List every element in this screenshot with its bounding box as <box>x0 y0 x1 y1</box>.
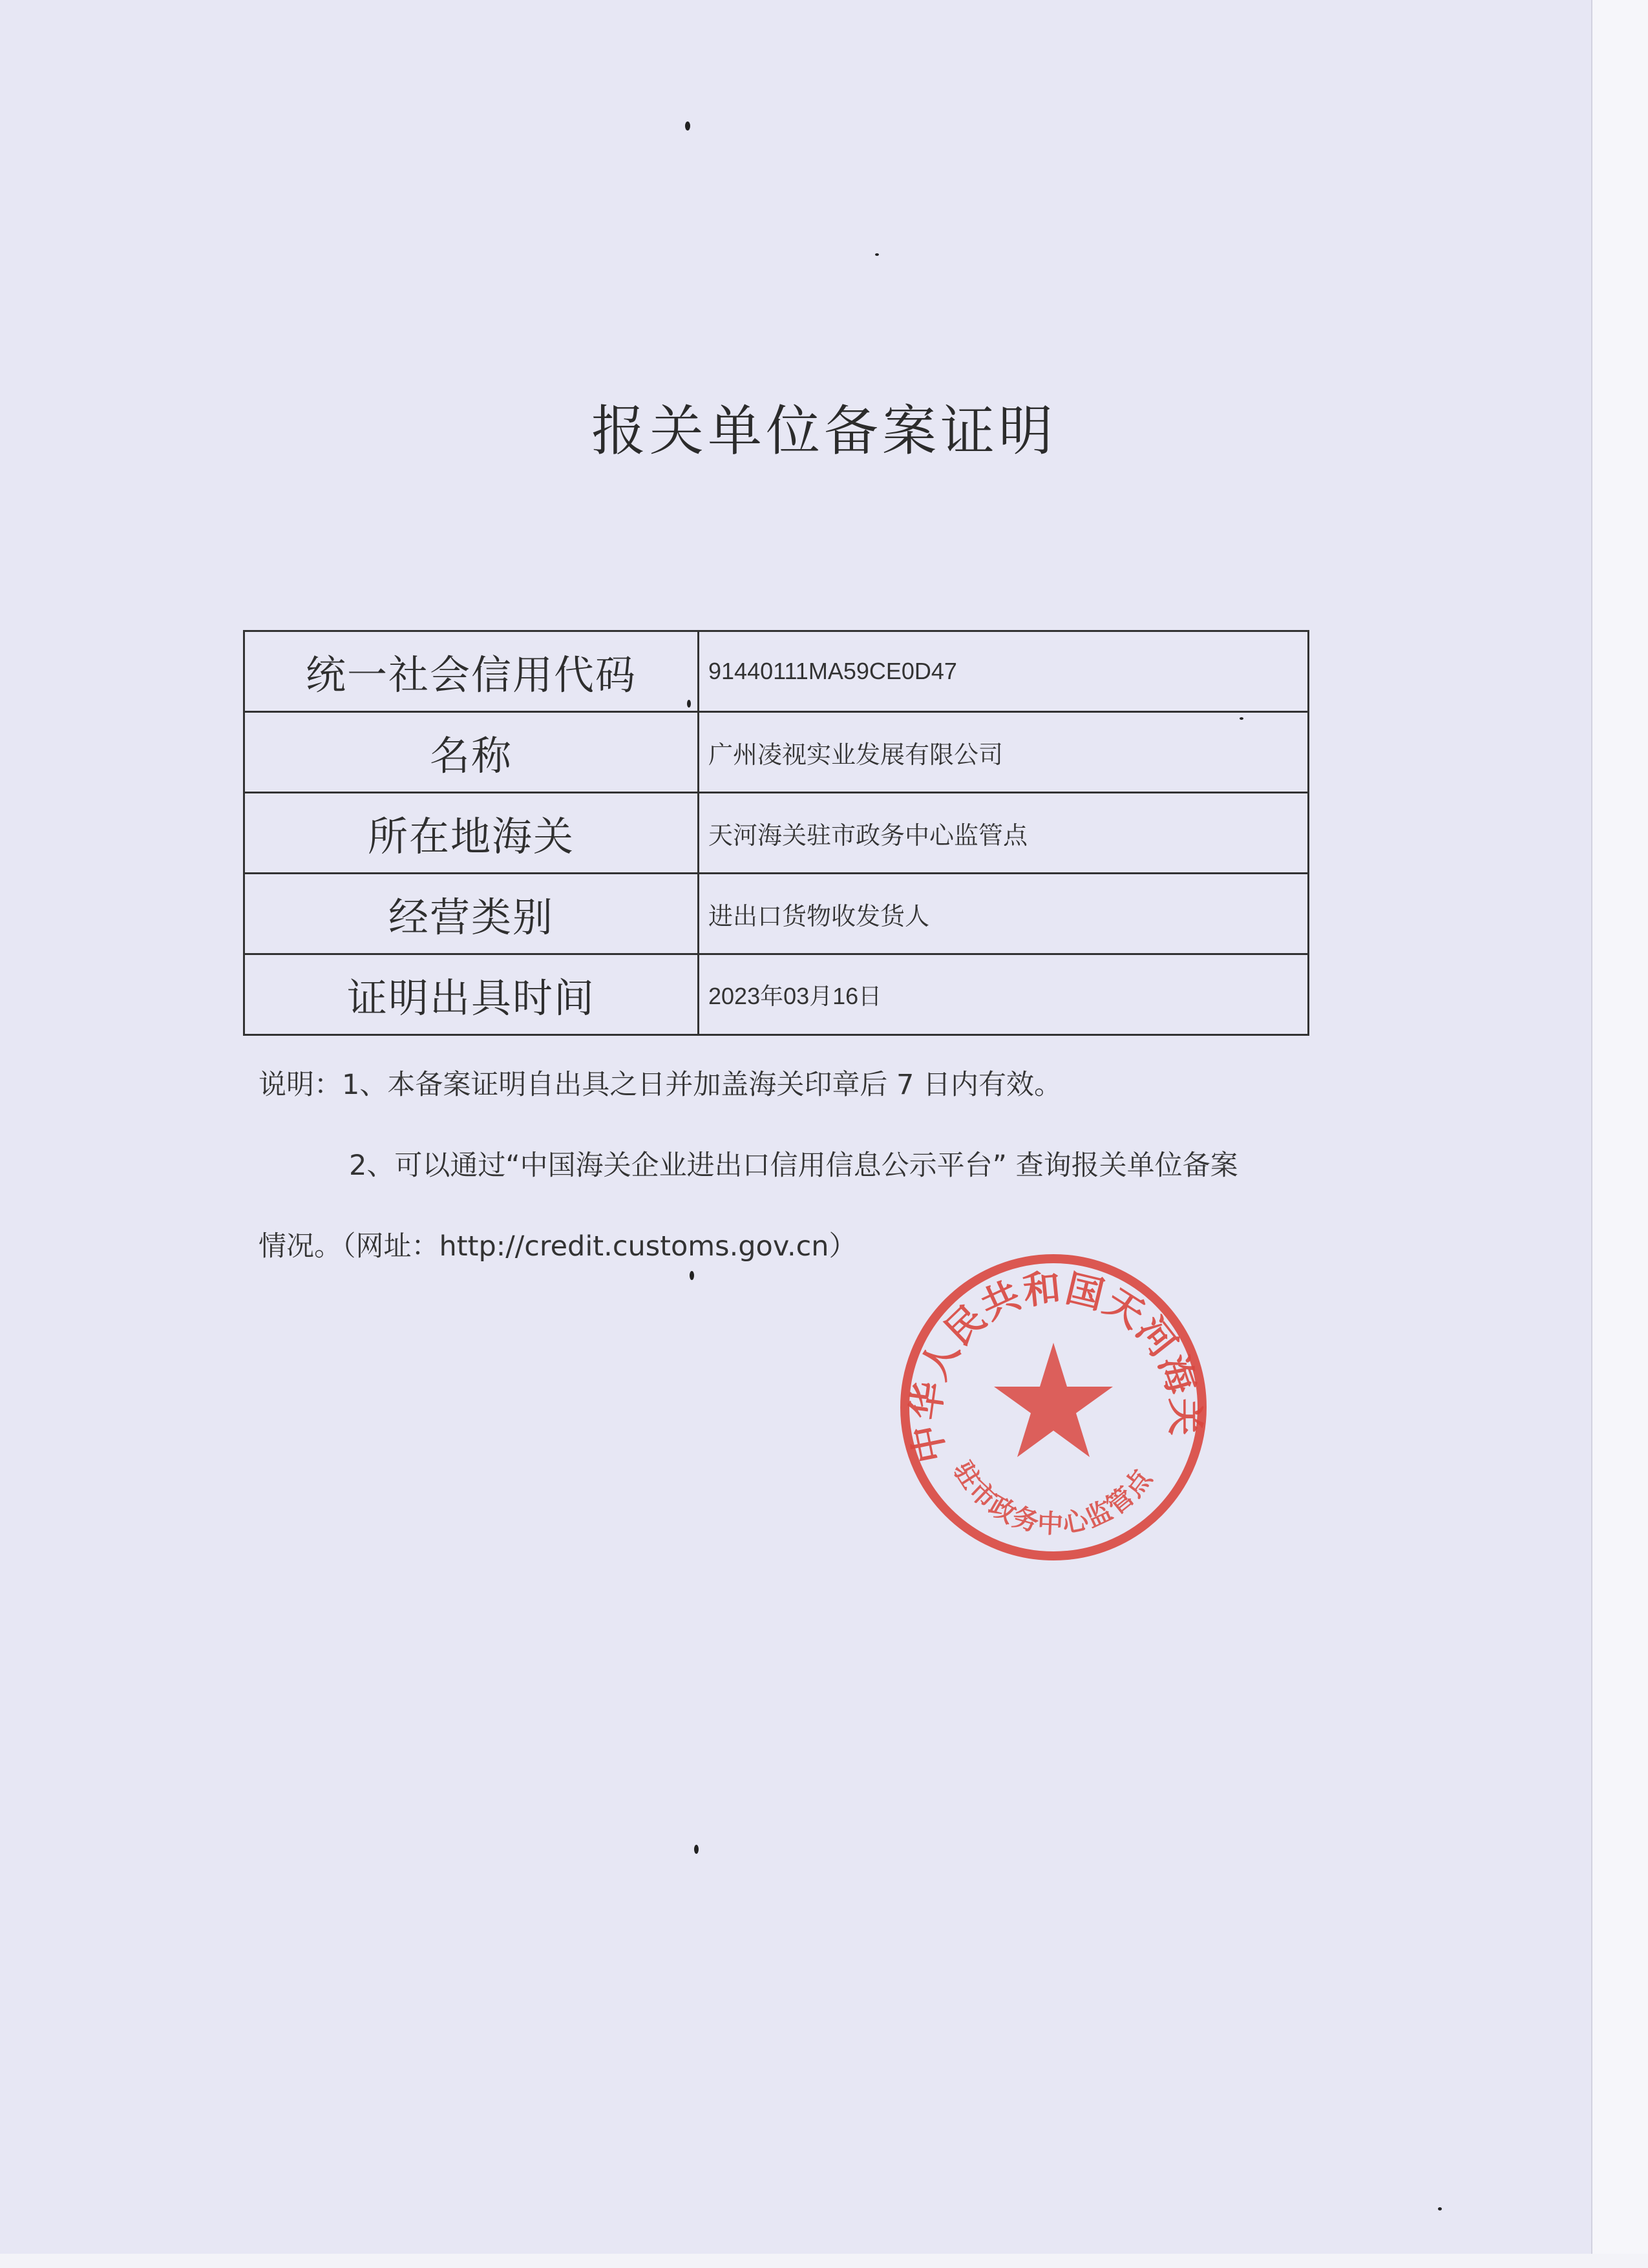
table-row <box>244 874 1309 954</box>
document-title: 报关单位备案证明 <box>591 399 1057 463</box>
value-company-name: 广州凌视实业发展有限公司 <box>699 712 1309 793</box>
label-business-category: 经营类别 <box>244 874 699 954</box>
page-bottom-margin <box>0 2254 1648 2268</box>
label-credit-code: 统一社会信用代码 <box>244 631 699 712</box>
label-customs-office: 所在地海关 <box>244 793 699 874</box>
value-customs-office: 天河海关驻市政务中心监管点 <box>699 793 1309 874</box>
value-business-category: 进出口货物收发货人 <box>699 874 1309 954</box>
scan-speck <box>690 1271 694 1280</box>
note-line-3: 情况。（网址：http://credit.customs.gov.cn） <box>259 1230 857 1263</box>
value-issue-date: 2023年03月16日 <box>699 954 1309 1035</box>
scan-speck <box>685 121 690 131</box>
note-line-1: 说明：1、本备案证明自出具之日并加盖海关印章后 7 日内有效。 <box>259 1069 1062 1101</box>
table-row <box>244 712 1309 793</box>
seal-top-text: 中华人民共和国天河海关 <box>903 1265 1207 1467</box>
table-row <box>244 631 1309 712</box>
page-right-margin <box>1591 0 1648 2268</box>
scan-speck <box>694 1845 699 1854</box>
seal-star-icon <box>994 1343 1113 1457</box>
seal-bottom-text: 驻市政务中心监管点 <box>947 1456 1159 1540</box>
scan-speck <box>875 253 879 256</box>
scan-speck <box>1438 2207 1442 2210</box>
table-row <box>244 954 1309 1035</box>
value-credit-code: 91440111MA59CE0D47 <box>699 631 1309 712</box>
registration-info-table <box>243 630 1309 1036</box>
label-issue-date: 证明出具时间 <box>244 954 699 1035</box>
label-company-name: 名称 <box>244 712 699 793</box>
note-line-2: 2、可以通过“中国海关企业进出口信用信息公示平台” 查询报关单位备案 <box>349 1150 1238 1182</box>
table-row <box>244 793 1309 874</box>
customs-seal-stamp <box>892 1246 1215 1569</box>
